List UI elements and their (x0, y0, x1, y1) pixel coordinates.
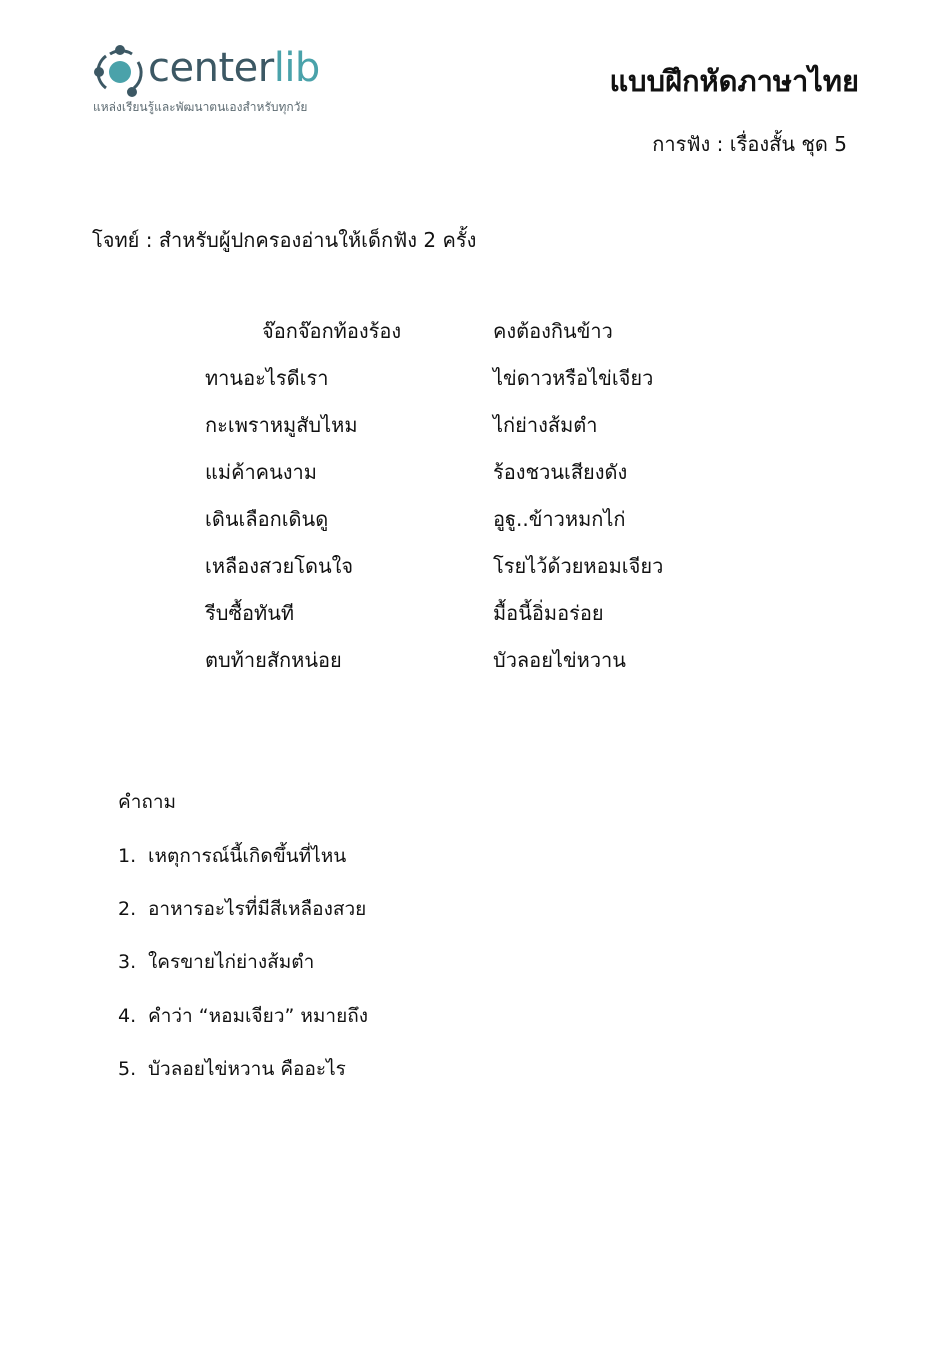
question-item (118, 894, 366, 924)
instruction-text: โจทย์ : สำหรับผู้ปกครองอ่านให้เด็กฟัง 2 ครั้ง (92, 228, 477, 252)
question-number: 2. (118, 898, 137, 920)
poem-line-left: แม่ค้าคนงาม (205, 460, 317, 484)
centerlib-logo (92, 40, 342, 120)
poem-line-left: รีบซื้อทันที (205, 601, 295, 625)
question-number: 5. (118, 1058, 137, 1080)
poem-line-left: เดินเลือกเดินดู (205, 507, 329, 531)
logo-wordmark-lib: lib (273, 45, 320, 91)
question-number: 4. (118, 1005, 137, 1027)
poem-line-left: ทานอะไรดีเรา (205, 366, 329, 390)
logo-wordmark-center: center (148, 45, 274, 91)
poem-line-left: กะเพราหมูสับไหม (205, 413, 358, 437)
question-text: บัวลอยไข่หวาน คืออะไร (148, 1058, 346, 1080)
question-item (118, 947, 314, 977)
questions-heading: คำถาม (118, 791, 177, 813)
poem-line-right: โรยไว้ด้วยหอมเจียว (493, 554, 664, 578)
poem-line-right: ไก่ย่างส้มตำ (493, 413, 598, 437)
poem-line-right: ไข่ดาวหรือไข่เจียว (493, 366, 654, 390)
page-subtitle: การฟัง : เรื่องสั้น ชุด 5 (652, 132, 847, 156)
poem-line-left: จ๊อกจ๊อกท้องร้อง (262, 319, 402, 343)
question-item (118, 841, 346, 871)
logo-tagline: แหล่งเรียนรู้และพัฒนาตนเองสำหรับทุกวัย (93, 100, 308, 114)
page-title: แบบฝึกหัดภาษาไทย (609, 64, 859, 98)
poem-line-left: ตบท้ายสักหน่อย (205, 648, 342, 672)
poem-line-right: มื้อนี้อิ่มอร่อย (493, 601, 604, 625)
poem-line-left: เหลืองสวยโดนใจ (205, 554, 354, 578)
question-item (118, 1054, 346, 1084)
question-text: คำว่า “หอมเจียว” หมายถึง (148, 1005, 369, 1027)
logo-wordmark (148, 42, 320, 94)
question-text: เหตุการณ์นี้เกิดขึ้นที่ไหน (148, 845, 347, 867)
poem-line-right: บัวลอยไข่หวาน (493, 648, 626, 672)
question-text: ใครขายไก่ย่างส้มตำ (148, 951, 315, 973)
poem-line-right: ร้องชวนเสียงดัง (493, 460, 628, 484)
question-number: 1. (118, 845, 137, 867)
question-text: อาหารอะไรที่มีสีเหลืองสวย (148, 898, 367, 920)
poem-line-right: อูฐู..ข้าวหมกไก่ (493, 507, 626, 531)
poem-line-right: คงต้องกินข้าว (493, 319, 613, 343)
question-number: 3. (118, 951, 137, 973)
question-item (118, 1001, 368, 1031)
molecule-logo-icon (92, 42, 148, 98)
